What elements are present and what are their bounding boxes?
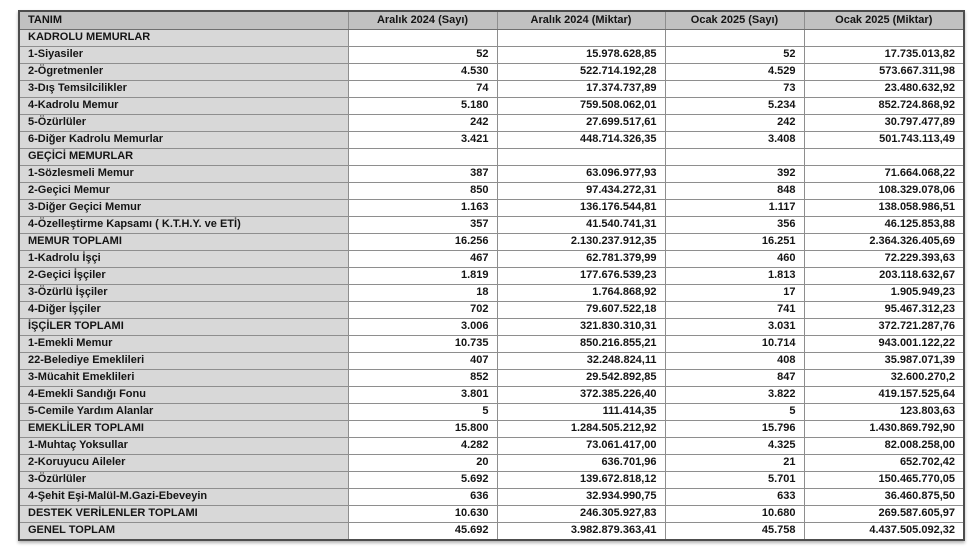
cell-value: 356 <box>665 217 804 234</box>
cell-value: 4.325 <box>665 438 804 455</box>
row-label: 3-Özürlü İşçiler <box>19 285 348 302</box>
row-label: MEMUR TOPLAMI <box>19 234 348 251</box>
cell-value: 136.176.544,81 <box>497 200 665 217</box>
cell-value: 5 <box>348 404 497 421</box>
cell-value: 62.781.379,99 <box>497 251 665 268</box>
row-label: 5-Cemile Yardım Alanlar <box>19 404 348 421</box>
table-row <box>19 438 964 455</box>
cell-value <box>804 149 964 166</box>
cell-value: 407 <box>348 353 497 370</box>
cell-value: 74 <box>348 81 497 98</box>
cell-value <box>804 30 964 47</box>
cell-value: 32.248.824,11 <box>497 353 665 370</box>
cell-value: 17.735.013,82 <box>804 47 964 64</box>
cell-value: 242 <box>348 115 497 132</box>
cell-value: 46.125.853,88 <box>804 217 964 234</box>
table-row <box>19 81 964 98</box>
cell-value: 95.467.312,23 <box>804 302 964 319</box>
row-label: 4-Emekli Sandığı Fonu <box>19 387 348 404</box>
cell-value: 79.607.522,18 <box>497 302 665 319</box>
cell-value: 10.714 <box>665 336 804 353</box>
cell-value: 5.180 <box>348 98 497 115</box>
row-label: DESTEK VERİLENLER TOPLAMI <box>19 506 348 523</box>
row-label: GENEL TOPLAM <box>19 523 348 541</box>
row-label: 4-Diğer İşçiler <box>19 302 348 319</box>
row-label: 1-Emekli Memur <box>19 336 348 353</box>
row-label: 5-Özürlüler <box>19 115 348 132</box>
cell-value: 29.542.892,85 <box>497 370 665 387</box>
cell-value: 269.587.605,97 <box>804 506 964 523</box>
table-row <box>19 387 964 404</box>
table-row <box>19 183 964 200</box>
cell-value: 45.692 <box>348 523 497 541</box>
cell-value: 41.540.741,31 <box>497 217 665 234</box>
cell-value: 3.982.879.363,41 <box>497 523 665 541</box>
cell-value: 852 <box>348 370 497 387</box>
cell-value: 759.508.062,01 <box>497 98 665 115</box>
cell-value: 15.800 <box>348 421 497 438</box>
row-label: 2-Koruyucu Aileler <box>19 455 348 472</box>
column-header: Aralık 2024 (Miktar) <box>497 11 665 30</box>
cell-value: 652.702,42 <box>804 455 964 472</box>
cell-value: 16.256 <box>348 234 497 251</box>
table-row <box>19 47 964 64</box>
cell-value <box>665 149 804 166</box>
cell-value: 203.118.632,67 <box>804 268 964 285</box>
cell-value: 71.664.068,22 <box>804 166 964 183</box>
cell-value: 1.117 <box>665 200 804 217</box>
cell-value: 10.630 <box>348 506 497 523</box>
cell-value: 5.701 <box>665 472 804 489</box>
cell-value: 72.229.393,63 <box>804 251 964 268</box>
cell-value: 3.031 <box>665 319 804 336</box>
cell-value: 467 <box>348 251 497 268</box>
cell-value: 850 <box>348 183 497 200</box>
row-label: 1-Muhtaç Yoksullar <box>19 438 348 455</box>
row-label: 4-Kadrolu Memur <box>19 98 348 115</box>
table-row <box>19 506 964 523</box>
cell-value: 4.530 <box>348 64 497 81</box>
cell-value: 4.437.505.092,32 <box>804 523 964 541</box>
cell-value: 73.061.417,00 <box>497 438 665 455</box>
cell-value: 10.680 <box>665 506 804 523</box>
cell-value: 372.721.287,76 <box>804 319 964 336</box>
column-header: Ocak 2025 (Miktar) <box>804 11 964 30</box>
table-row <box>19 268 964 285</box>
cell-value: 522.714.192,28 <box>497 64 665 81</box>
table-row <box>19 251 964 268</box>
cell-value: 139.672.818,12 <box>497 472 665 489</box>
cell-value: 3.006 <box>348 319 497 336</box>
table-row <box>19 217 964 234</box>
row-label: 4-Şehit Eşi-Malül-M.Gazi-Ebeveyin <box>19 489 348 506</box>
cell-value: 1.163 <box>348 200 497 217</box>
row-label: 6-Diğer Kadrolu Memurlar <box>19 132 348 149</box>
table-row <box>19 472 964 489</box>
cell-value: 448.714.326,35 <box>497 132 665 149</box>
cell-value: 943.001.122,22 <box>804 336 964 353</box>
cell-value: 10.735 <box>348 336 497 353</box>
cell-value: 850.216.855,21 <box>497 336 665 353</box>
cell-value: 17 <box>665 285 804 302</box>
cell-value: 123.803,63 <box>804 404 964 421</box>
table-row <box>19 302 964 319</box>
cell-value: 636 <box>348 489 497 506</box>
cell-value: 3.801 <box>348 387 497 404</box>
cell-value: 848 <box>665 183 804 200</box>
cell-value: 52 <box>348 47 497 64</box>
cell-value: 111.414,35 <box>497 404 665 421</box>
personnel-summary-table-container <box>18 10 965 541</box>
row-label: GEÇİCİ MEMURLAR <box>19 149 348 166</box>
cell-value: 501.743.113,49 <box>804 132 964 149</box>
cell-value: 5 <box>665 404 804 421</box>
cell-value: 741 <box>665 302 804 319</box>
cell-value: 52 <box>665 47 804 64</box>
cell-value: 17.374.737,89 <box>497 81 665 98</box>
row-label: 2-Geçici Memur <box>19 183 348 200</box>
cell-value: 408 <box>665 353 804 370</box>
cell-value: 419.157.525,64 <box>804 387 964 404</box>
header-row <box>19 11 964 30</box>
table-row <box>19 132 964 149</box>
row-label: 3-Dış Temsilcilikler <box>19 81 348 98</box>
row-label: İŞÇİLER TOPLAMI <box>19 319 348 336</box>
cell-value: 3.421 <box>348 132 497 149</box>
cell-value: 372.385.226,40 <box>497 387 665 404</box>
cell-value <box>497 30 665 47</box>
cell-value: 27.699.517,61 <box>497 115 665 132</box>
cell-value: 23.480.632,92 <box>804 81 964 98</box>
cell-value: 15.796 <box>665 421 804 438</box>
cell-value: 242 <box>665 115 804 132</box>
cell-value: 18 <box>348 285 497 302</box>
personnel-summary-table <box>18 10 965 541</box>
cell-value: 847 <box>665 370 804 387</box>
table-row <box>19 353 964 370</box>
cell-value: 246.305.927,83 <box>497 506 665 523</box>
cell-value: 4.282 <box>348 438 497 455</box>
cell-value: 30.797.477,89 <box>804 115 964 132</box>
row-label: 3-Diğer Geçici Memur <box>19 200 348 217</box>
cell-value: 21 <box>665 455 804 472</box>
cell-value: 177.676.539,23 <box>497 268 665 285</box>
cell-value: 63.096.977,93 <box>497 166 665 183</box>
row-label: 3-Mücahit Emeklileri <box>19 370 348 387</box>
column-header: TANIM <box>19 11 348 30</box>
cell-value: 387 <box>348 166 497 183</box>
row-label: 3-Özürlüler <box>19 472 348 489</box>
cell-value: 1.764.868,92 <box>497 285 665 302</box>
table-row <box>19 404 964 421</box>
cell-value: 321.830.310,31 <box>497 319 665 336</box>
cell-value: 45.758 <box>665 523 804 541</box>
cell-value: 108.329.078,06 <box>804 183 964 200</box>
table-row <box>19 149 964 166</box>
table-row <box>19 523 964 541</box>
column-header: Ocak 2025 (Sayı) <box>665 11 804 30</box>
table-row <box>19 234 964 251</box>
row-label: 2-Ögretmenler <box>19 64 348 81</box>
table-row <box>19 336 964 353</box>
cell-value: 460 <box>665 251 804 268</box>
table-row <box>19 200 964 217</box>
row-label: 1-Kadrolu İşçi <box>19 251 348 268</box>
table-row <box>19 166 964 183</box>
cell-value: 1.819 <box>348 268 497 285</box>
table-row <box>19 285 964 302</box>
cell-value: 702 <box>348 302 497 319</box>
cell-value: 97.434.272,31 <box>497 183 665 200</box>
row-label: KADROLU MEMURLAR <box>19 30 348 47</box>
row-label: EMEKLİLER TOPLAMI <box>19 421 348 438</box>
cell-value: 636.701,96 <box>497 455 665 472</box>
cell-value: 5.234 <box>665 98 804 115</box>
table-row <box>19 319 964 336</box>
table-row <box>19 30 964 47</box>
row-label: 1-Siyasiler <box>19 47 348 64</box>
table-row <box>19 370 964 387</box>
table-row <box>19 455 964 472</box>
row-label: 1-Sözlesmeli Memur <box>19 166 348 183</box>
cell-value: 1.430.869.792,90 <box>804 421 964 438</box>
cell-value: 35.987.071,39 <box>804 353 964 370</box>
table-row <box>19 421 964 438</box>
cell-value: 36.460.875,50 <box>804 489 964 506</box>
cell-value: 16.251 <box>665 234 804 251</box>
row-label: 22-Belediye Emeklileri <box>19 353 348 370</box>
cell-value: 1.284.505.212,92 <box>497 421 665 438</box>
table-row <box>19 64 964 81</box>
cell-value: 5.692 <box>348 472 497 489</box>
cell-value: 73 <box>665 81 804 98</box>
cell-value: 2.130.237.912,35 <box>497 234 665 251</box>
column-header: Aralık 2024 (Sayı) <box>348 11 497 30</box>
cell-value: 1.905.949,23 <box>804 285 964 302</box>
cell-value: 82.008.258,00 <box>804 438 964 455</box>
cell-value <box>348 30 497 47</box>
cell-value: 852.724.868,92 <box>804 98 964 115</box>
cell-value: 20 <box>348 455 497 472</box>
cell-value: 2.364.326.405,69 <box>804 234 964 251</box>
cell-value: 32.600.270,2 <box>804 370 964 387</box>
cell-value: 3.408 <box>665 132 804 149</box>
cell-value: 1.813 <box>665 268 804 285</box>
cell-value <box>348 149 497 166</box>
cell-value <box>665 30 804 47</box>
cell-value: 357 <box>348 217 497 234</box>
cell-value: 3.822 <box>665 387 804 404</box>
cell-value: 4.529 <box>665 64 804 81</box>
table-row <box>19 98 964 115</box>
cell-value: 633 <box>665 489 804 506</box>
table-row <box>19 115 964 132</box>
cell-value <box>497 149 665 166</box>
cell-value: 15.978.628,85 <box>497 47 665 64</box>
cell-value: 392 <box>665 166 804 183</box>
cell-value: 138.058.986,51 <box>804 200 964 217</box>
row-label: 4-Özelleştirme Kapsamı ( K.T.H.Y. ve ETİ) <box>19 217 348 234</box>
cell-value: 32.934.990,75 <box>497 489 665 506</box>
cell-value: 150.465.770,05 <box>804 472 964 489</box>
row-label: 2-Geçici İşçiler <box>19 268 348 285</box>
cell-value: 573.667.311,98 <box>804 64 964 81</box>
table-row <box>19 489 964 506</box>
table-body <box>19 30 964 541</box>
